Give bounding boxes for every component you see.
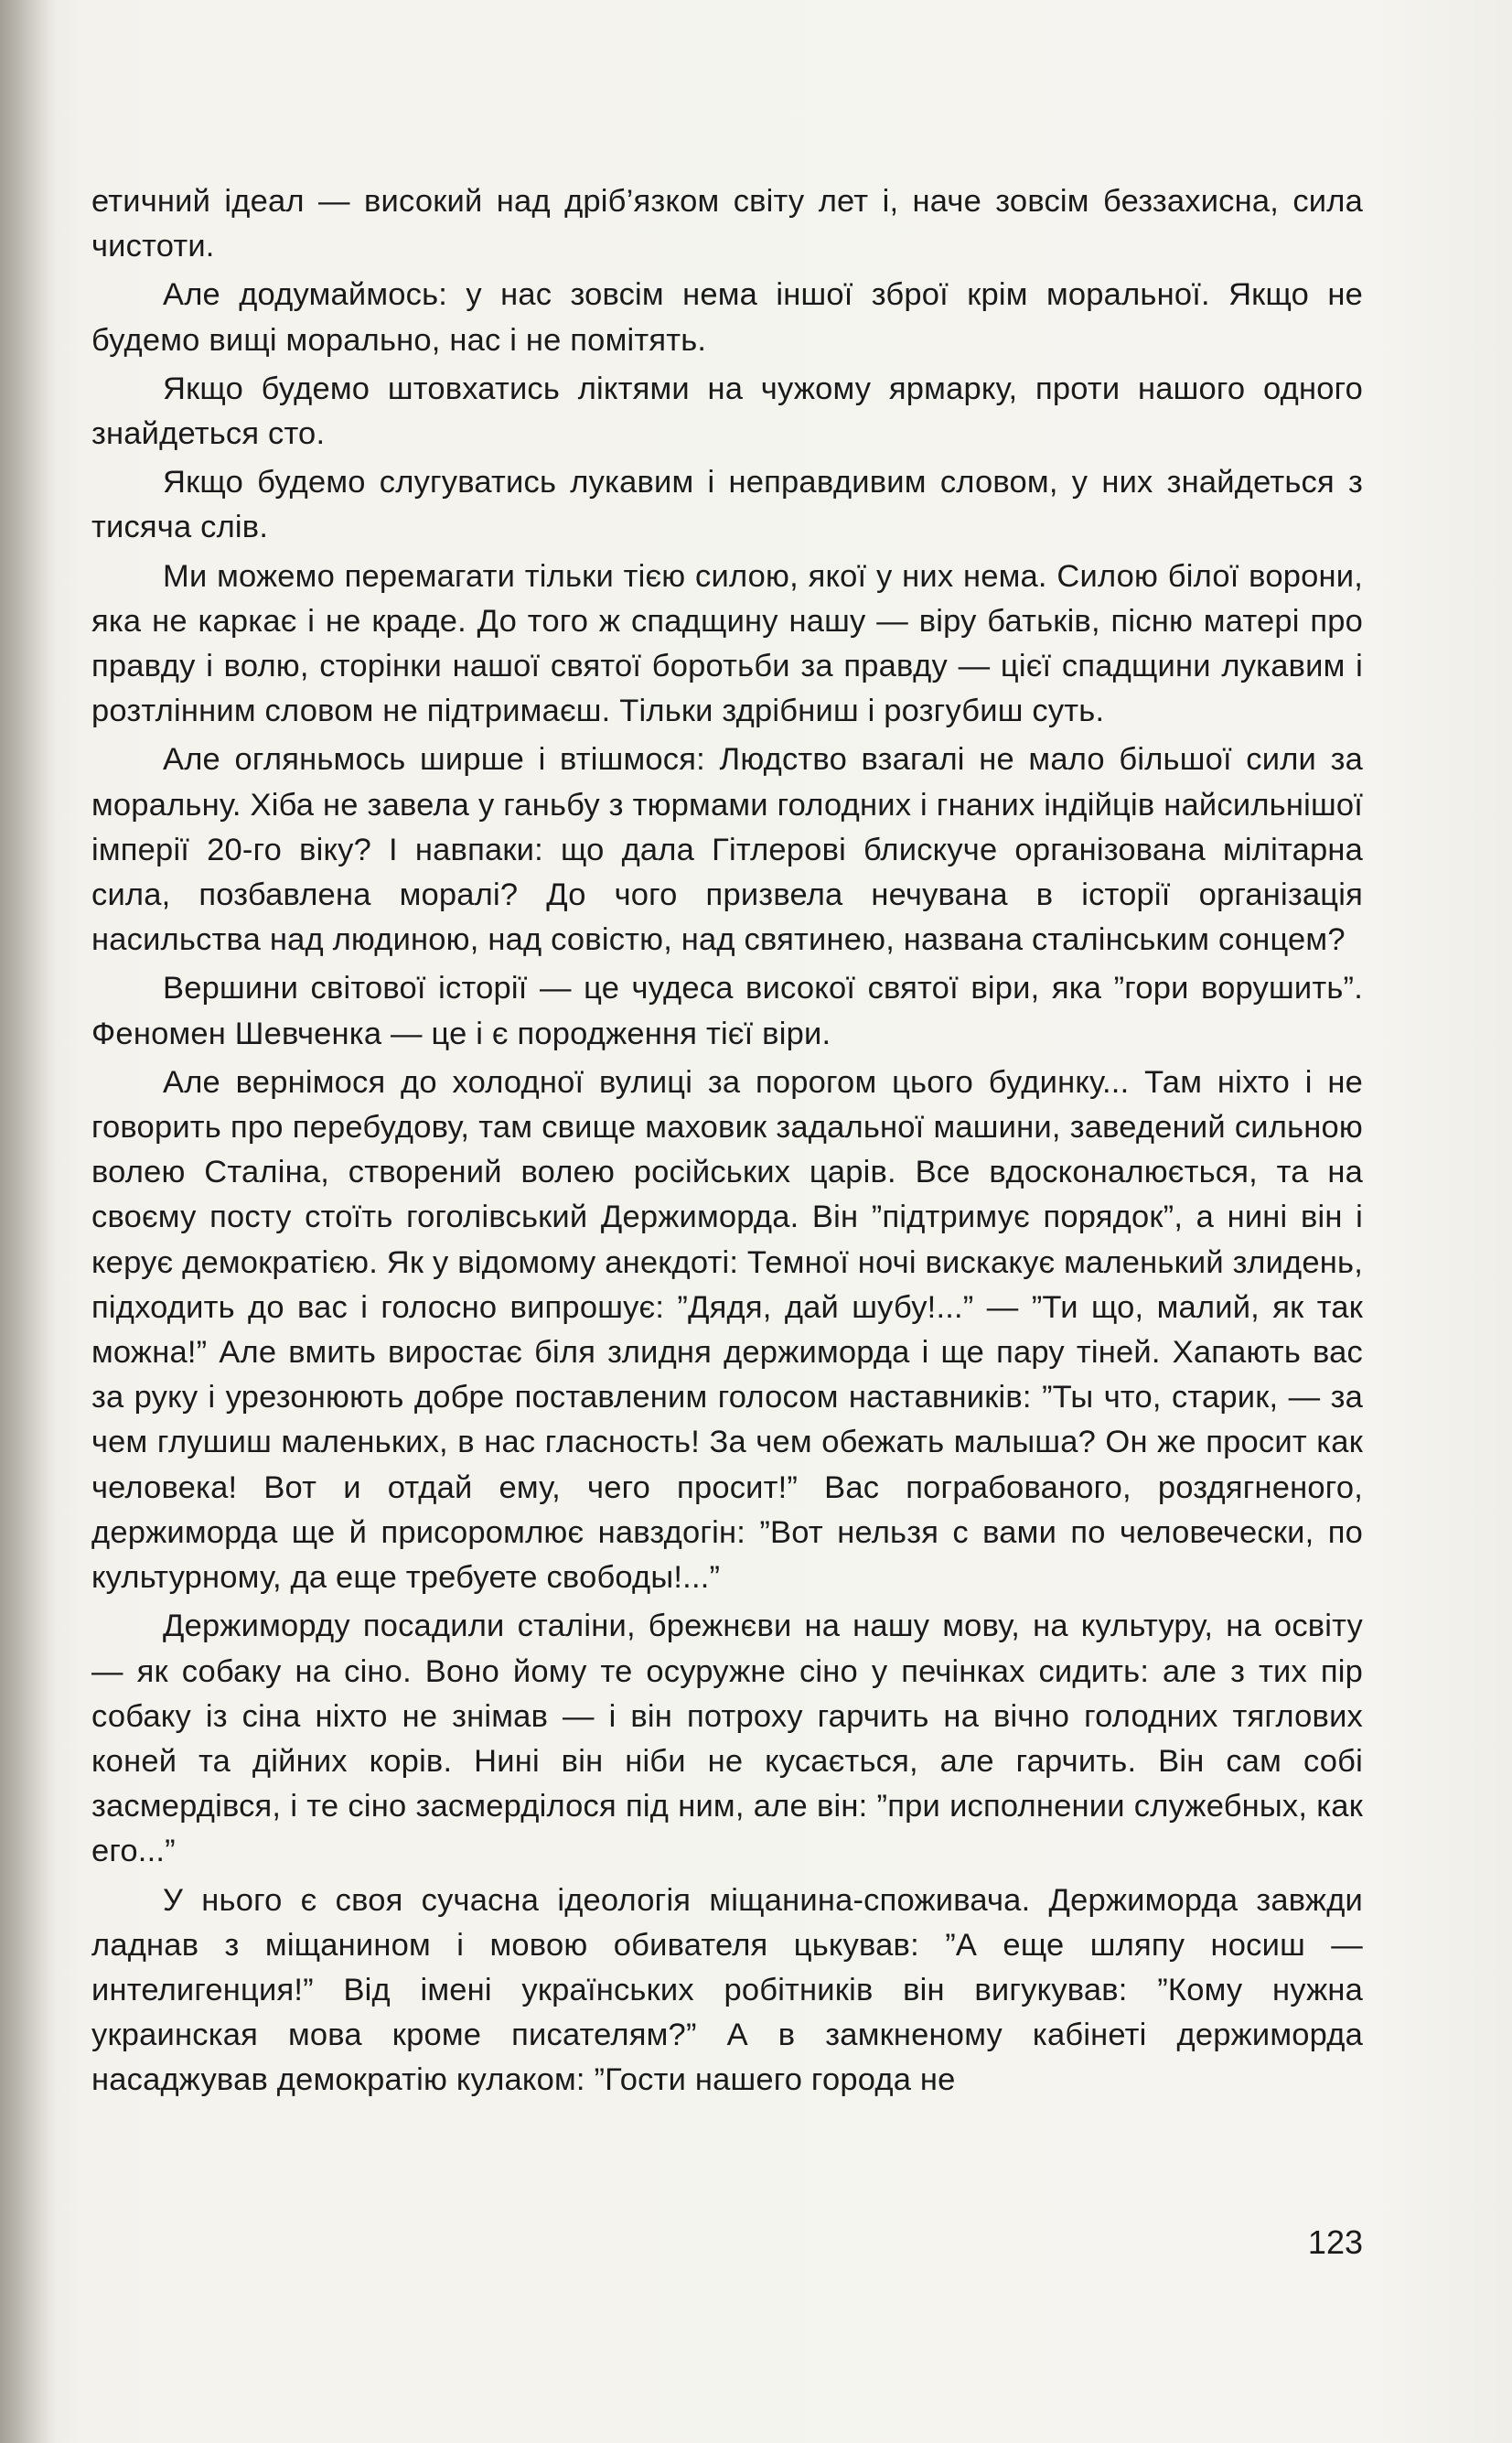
body-text [91,179,1363,2107]
page-number: 123 [1307,2223,1363,2261]
paragraph: Якщо будемо штовхатись ліктями на чужому ярмарку, проти нашого одного знайдеться сто. [91,371,1363,452]
paragraph: Ми можемо перемагати тільки тією силою, якої у них нема. Силою білої ворони, яка не каркає і не краде. До того ж спадщину нашу — віру батьків, пісню матері про правду і волю, сторінки нашої святої боротьби за правду — цієї спадщини лукавим і розтлінним словом не підтримаєш. Тільки здрібниш і розгубиш суть. [91,558,1363,729]
paragraph: Але огляньмось ширше і втішмося: Людство взагалі не мало більшої сили за моральну. Хіба не завела у ганьбу з тюрмами голодних і гнаних індійців найсильнішої імперії 20-го віку? І навпаки: що дала Гітлерові блискуче організована мілітарна сила, позбавлена моралі? До чого призвела нечувана в історії організація насильства над людиною, над совістю, над святинею, названа сталінським сонцем? [91,742,1363,958]
paragraph: Але вернімося до холодної вулиці за порогом цього будинку... Там ніхто і не говорить про перебудову, там свище маховик задальної машини, заведений сильною волею Сталіна, створений волею російських царів. Все вдосконалюється, та на своєму посту стоїть гоголівський Держиморда. Він ”підтримує порядок”, а нині він і керує демократією. Як у відомому анекдоті: Темної ночі вискакує маленький злидень, підходить до вас і голосно випрошує: ”Дядя, дай шубу!...” — ”Ти що, малий, як так можна!” Але вмить виростає біля злидня держиморда і ще пару тіней. Хапають вас за руку і урезонюють добре поставленим голосом наставників: ”Ты что, старик, — за чем глушиш маленьких, в нас гласность! За чем обежать малыша? Он же просит как человека! Вот и отдай ему, чего просит!” Вас пограбованого, роздягненого, держиморда ще й присоромлює навздогін: ”Вот нельзя с вами по человечески, по культурному, да еще требуете свободы!...” [91,1064,1363,1596]
paragraph: Але додумаймось: у нас зовсім нема іншої зброї крім моральної. Якщо не будемо вищі морально, нас і не помітять. [91,277,1363,358]
paragraph: Держиморду посадили сталіни, брежнєви на нашу мову, на культуру, на освіту — як собаку на сіно. Воно йому те осуружне сіно у печінках сидить: але з тих пір собаку із сіна ніхто не знімав — і він потроху гарчить на вічно голодних тяглових коней та дійних корів. Нині він ніби не кусається, але гарчить. Він сам собі засмердівся, і те сіно засмерділося під ним, але він: ”при исполнении служебных, как его...” [91,1609,1363,1869]
paragraph: Вершини світової історії — це чудеса високої святої віри, яка ”гори ворушить”. Феномен Шевченка — це і є породження тієї віри. [91,971,1363,1051]
paragraph: У нього є своя сучасна ідеологія міщанина-споживача. Держиморда завжди ладнав з міщанином і мовою обивателя цькував: ”А еще шляпу носиш — интелигенция!” Від імені українських робітників він вигукував: ”Кому нужна украинская мова кроме писателям?” А в замкненому кабінеті держиморда насаджував демократію кулаком: ”Гости нашего города не [91,1882,1363,2098]
paragraph: Якщо будемо слугуватись лукавим і неправдивим словом, у них знайдеться з тисяча слів. [91,465,1363,545]
spine-shadow [0,0,55,2443]
paragraph: етичний ідеал — високий над дріб’язком світу лет і, наче зовсім беззахисна, сила чистоти. [91,184,1363,264]
